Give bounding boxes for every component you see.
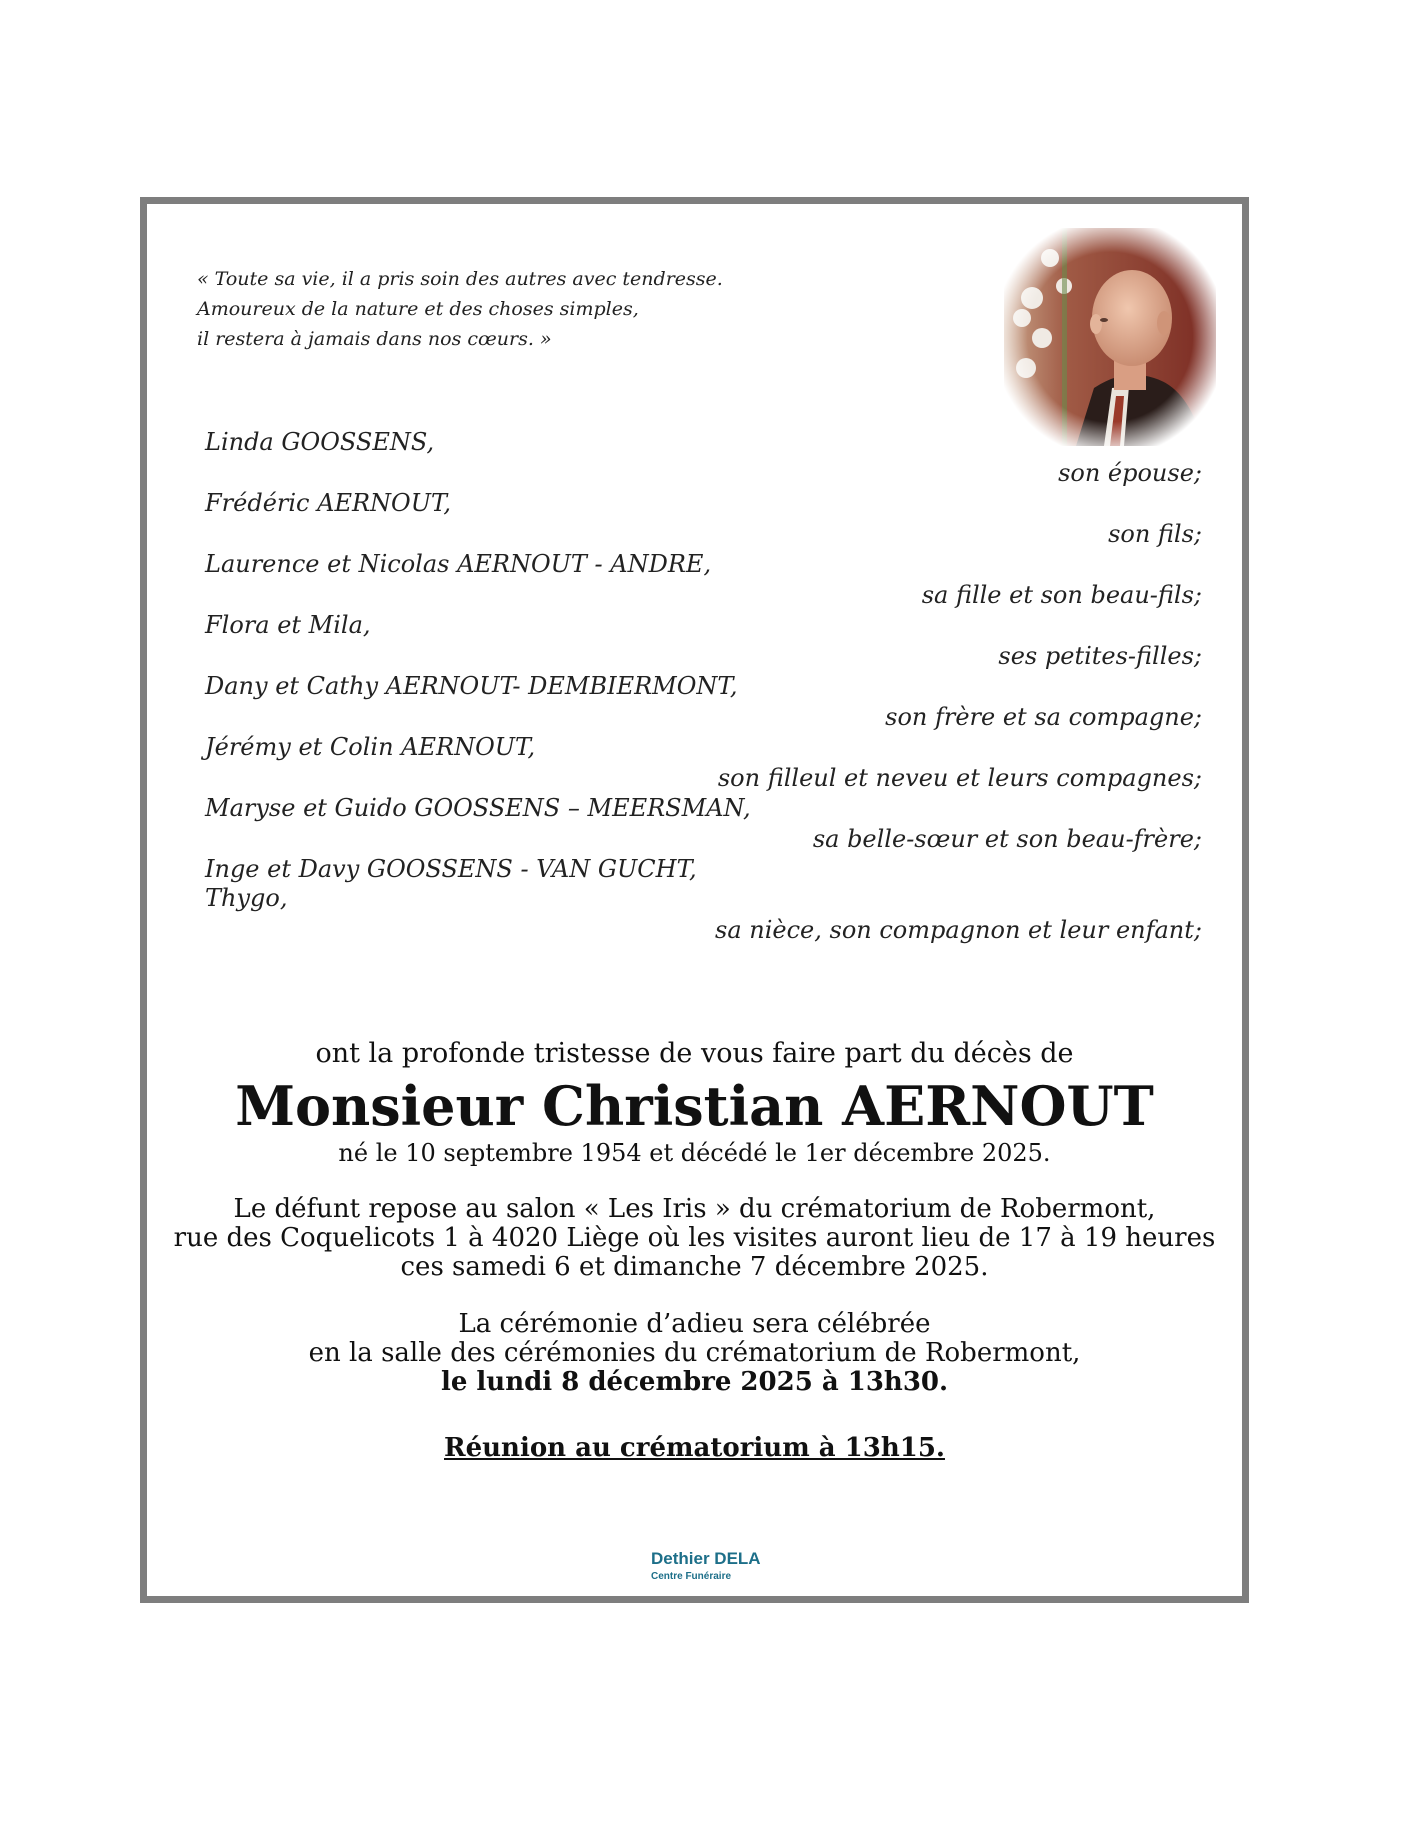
family-relation: son filleul et neveu et leurs compagnes; <box>717 764 1202 792</box>
family-member-name: Linda GOOSSENS, <box>205 428 435 456</box>
visitation-info <box>147 1195 1242 1282</box>
family-relation: son épouse; <box>1058 459 1202 487</box>
family-relation: son fils; <box>1108 520 1202 548</box>
visitation-line: Le défunt repose au salon « Les Iris » du crématorium de Robermont, <box>233 1194 1156 1224</box>
epitaph-quote <box>197 264 723 354</box>
visitation-line: ces samedi 6 et dimanche 7 décembre 2025. <box>400 1252 989 1282</box>
family-relation: son frère et sa compagne; <box>885 703 1202 731</box>
meeting-info: Réunion au crématorium à 13h15. <box>444 1433 945 1463</box>
family-relation: sa belle-sœur et son beau-frère; <box>812 825 1202 853</box>
family-member-name: Maryse et Guido GOOSSENS – MEERSMAN, <box>205 794 751 822</box>
ceremony-date: le lundi 8 décembre 2025 à 13h30. <box>440 1367 949 1397</box>
family-member-name: Frédéric AERNOUT, <box>205 489 452 517</box>
family-relation: ses petites-filles; <box>998 642 1202 670</box>
deceased-name: Monsieur Christian AERNOUT <box>235 1074 1154 1138</box>
family-member-name: Laurence et Nicolas AERNOUT - ANDRE, <box>205 550 712 578</box>
funeral-home-logo <box>651 1549 761 1582</box>
funeral-home-name: Dethier DELA <box>651 1549 761 1568</box>
family-member-name: Jérémy et Colin AERNOUT, <box>205 733 536 761</box>
family-relation: sa fille et son beau-fils; <box>921 581 1202 609</box>
family-member-name: Dany et Cathy AERNOUT- DEMBIERMONT, <box>205 672 738 700</box>
visitation-line: rue des Coquelicots 1 à 4020 Liège où les visites auront lieu de 17 à 19 heures <box>173 1223 1216 1253</box>
ceremony-info <box>147 1310 1242 1397</box>
portrait-photo <box>1004 228 1216 446</box>
funeral-home-subtitle: Centre Funéraire <box>651 1571 732 1582</box>
quote-line: il restera à jamais dans nos cœurs. » <box>197 328 552 350</box>
ceremony-line: La cérémonie d’adieu sera célébrée <box>458 1309 931 1339</box>
ceremony-line: en la salle des cérémonies du crématorium de Robermont, <box>308 1338 1081 1368</box>
family-member-name: Thygo, <box>205 884 288 912</box>
family-member-name: Flora et Mila, <box>205 611 371 639</box>
quote-line: Amoureux de la nature et des choses simples, <box>197 298 639 320</box>
announcement-intro: ont la profonde tristesse de vous faire part du décès de <box>315 1038 1074 1069</box>
family-relation: sa nièce, son compagnon et leur enfant; <box>715 916 1202 944</box>
quote-line: « Toute sa vie, il a pris soin des autres avec tendresse. <box>197 268 723 290</box>
birth-death-dates: né le 10 septembre 1954 et décédé le 1er décembre 2025. <box>338 1139 1051 1167</box>
family-member-name: Inge et Davy GOOSSENS - VAN GUCHT, <box>205 855 697 883</box>
